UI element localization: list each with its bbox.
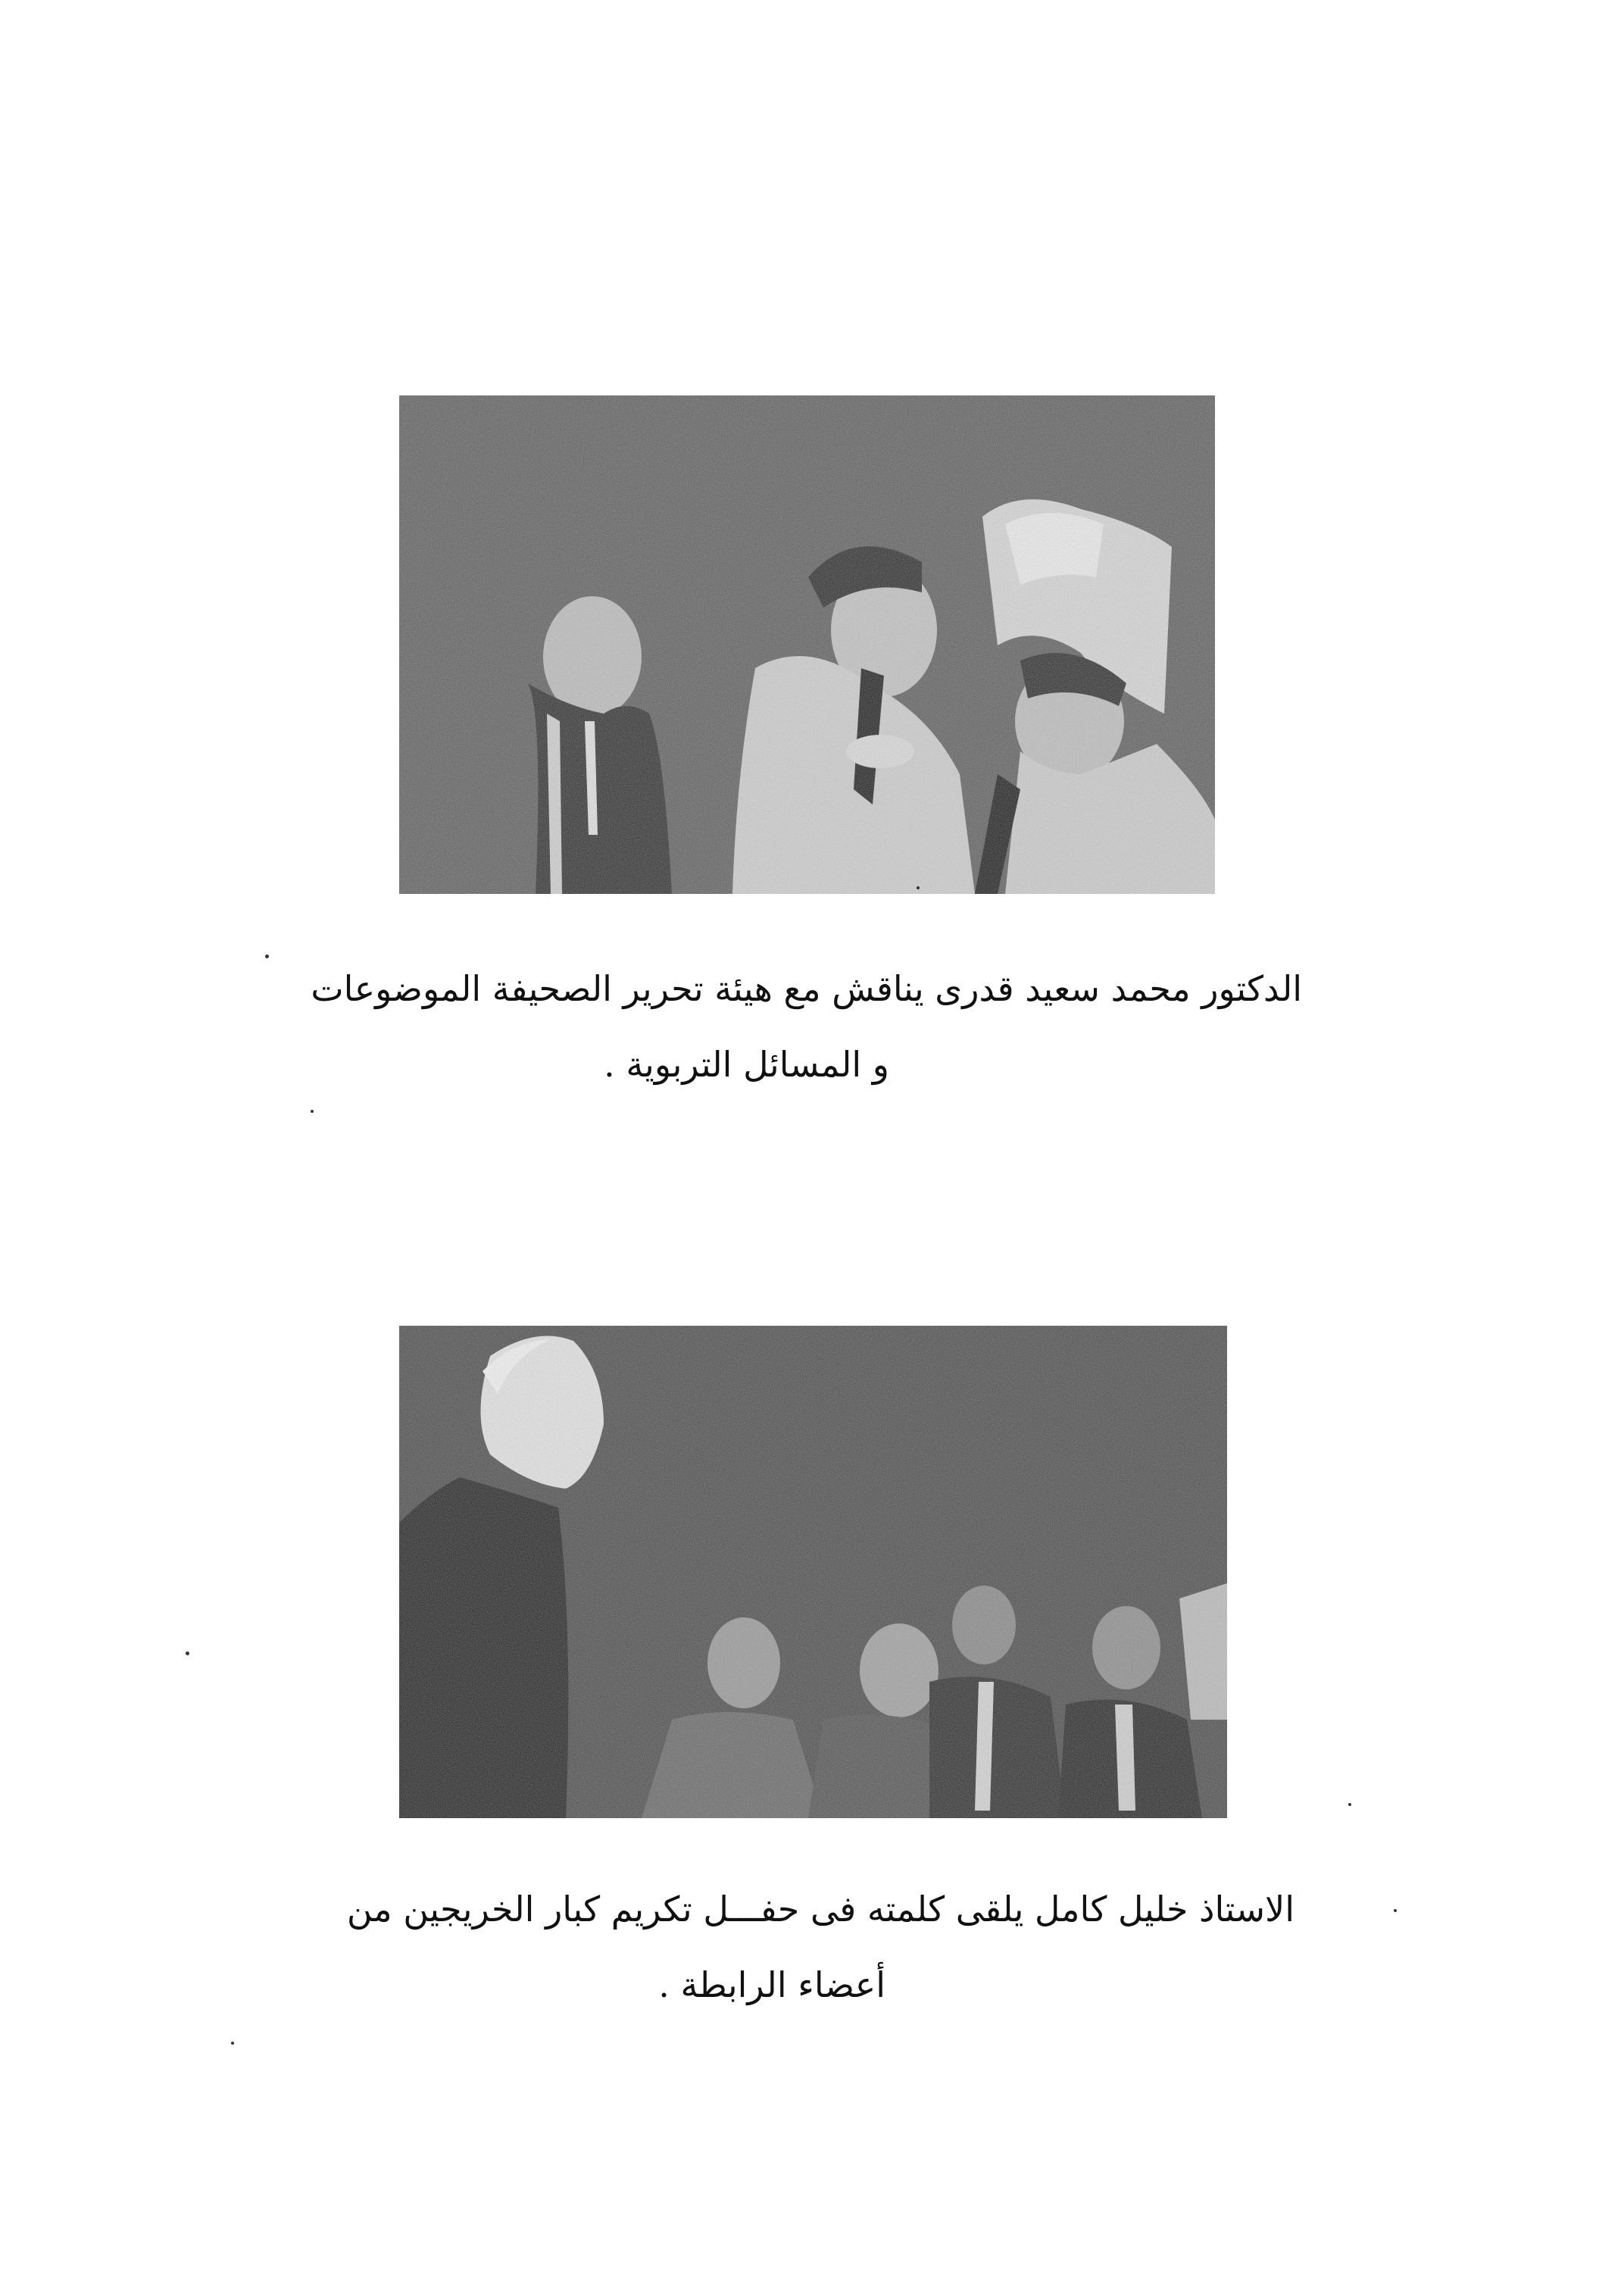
photo-2-caption-line-2: أعضاء الرابطة . (658, 1964, 885, 2005)
photo-graduates-ceremony (399, 1326, 1227, 1818)
scan-speck (186, 1651, 189, 1655)
photo-1-caption-line-2: و المسائل التربوية . (604, 1044, 889, 1085)
photo-1-caption-line-1: الدكتور محمد سعيد قدرى يناقش مع هيئة تحرير الصحيفة الموضوعات (311, 968, 1302, 1009)
scan-speck (265, 955, 269, 958)
photo-editorial-discussion-image (399, 395, 1215, 894)
photo-graduates-ceremony-image (399, 1326, 1227, 1818)
scan-speck (1348, 1803, 1351, 1806)
photo-2-caption-line-1: الاستاذ خليل كامل يلقى كلمته فى حفـــل تكريم كبار الخريجين من (346, 1889, 1295, 1930)
scan-speck (917, 886, 920, 889)
scan-speck (311, 1110, 314, 1113)
photo-editorial-discussion (399, 395, 1215, 894)
scan-speck (1394, 1909, 1397, 1912)
scan-speck (231, 2042, 234, 2045)
